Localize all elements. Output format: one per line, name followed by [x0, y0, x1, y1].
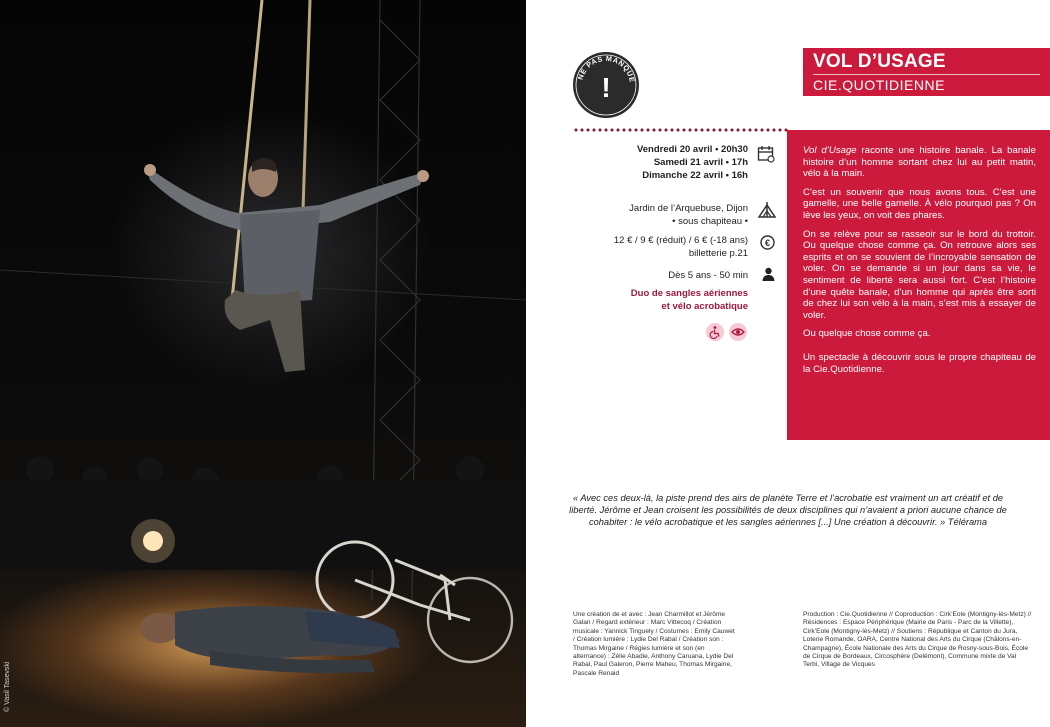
venue — [590, 202, 748, 228]
description-paragraph: Un spectacle à découvrir sous le propre chapiteau de la Cie.Quotidienne. — [803, 351, 1036, 375]
aerialist-figure — [144, 158, 429, 372]
dotted-divider — [573, 128, 789, 132]
show-description — [787, 130, 1050, 440]
show-genre — [590, 287, 748, 313]
svg-text:€: € — [764, 238, 771, 248]
genre-line: Duo de sangles aériennes — [630, 288, 748, 299]
photo-credit: © Vasil Tasevski — [4, 661, 11, 712]
genre-line: et vélo acrobatique — [661, 301, 748, 312]
must-see-badge — [572, 51, 640, 119]
price-line: 12 € / 9 € (réduit) / 6 € (-18 ans) — [613, 235, 748, 246]
performance-dates — [590, 143, 748, 182]
date-line: Samedi 21 avril • 17h — [653, 157, 748, 168]
date-line: Dimanche 22 avril • 16h — [642, 170, 748, 181]
description-paragraph: Vol d’Usage raconte une histoire banale. La banale histoire d’un homme sortant chez lui au petit matin, vélo à la main. — [803, 145, 1036, 180]
age-duration: Dès 5 ans - 50 min — [668, 270, 748, 281]
person-icon — [762, 267, 775, 281]
description-title: Vol d’Usage — [803, 145, 857, 156]
quote-text: « Avec ces deux-là, la piste prend des airs de planète Terre et l’acrobatie est vraiment un art créatif et de liberté. Jérôme et Jean croisent les possibilités de deux disciplines qui n’avaient a priori aucune chance de cohabiter : le vélo acrobatique et les sangles aériennes [...] Une création à découvrir. » — [569, 493, 1007, 527]
euro-icon — [760, 235, 775, 250]
eye-icon — [729, 323, 747, 341]
press-quote — [563, 492, 1013, 528]
date-line: Vendredi 20 avril • 20h30 — [636, 144, 748, 155]
description-paragraph: Ou quelque chose comme ça. — [803, 328, 931, 340]
description-paragraph: C’est un souvenir que nous avons tous. C’est une gamelle, une belle gamelle. À vélo pourquoi pas ? On lève les yeux, on voit des phares. — [803, 186, 1036, 221]
exclamation-icon: ! — [601, 72, 611, 103]
tent-icon — [758, 202, 776, 218]
show-title-block — [803, 48, 1050, 96]
audience-silhouettes — [0, 456, 526, 570]
calendar-icon — [757, 145, 775, 163]
description-paragraph: On se relève pour se rasseoir sur le bord du trottoir. Ou quelque chose comme ça. On retrouve alors ses esprits et on se souvient de l’incroyable sensation de voler. On se demande si un jour dans sa vie, le sentiment de liberté sera aussi fort. C’est l’histoire d’une quête banale, d’un homme qui après être sorti de chez lui son vélo à la main, s’est mis à essayer de voler. — [803, 228, 1036, 321]
production-credits: Production : Cie.Quotidienne // Coproduction : Cirk’Eole (Montigny-lès-Metz) // Résidences : Espace Périphérique (Mairie de Paris - Parc de la Villette), Cirk’Eole (Montigny-lès-Metz) // Soutiens : République et Canton du Jura, Loterie Romande, OARA, Centre National des Arts du Cirque (Châlons-en-Champagne), École Nationale des Arts du Cirque de Rosny-sous-Bois, École de Cirque de Bordeaux, Circosphère (Delémont), Commune mixte de Val Terbi, Village de Vicques — [803, 611, 1032, 669]
ticket-info: billetterie p.21 — [688, 248, 748, 259]
venue-name: Jardin de l’Arquebuse, Dijon — [629, 203, 748, 214]
artistic-credits: Une création de et avec : Jean Charmillot et Jérôme Galan / Regard extérieur : Marc Vittecoq / Création musicale : Yannick Tinguely / Costumes : Emily Cauwet / Création lumière : Lydie Del Rabal / Création son : Thomas Mirgaine / Régies lumière et son (en alternance) : Zélie Abadie, Anthony Caruana, Lydie Del Rabal, Paul Galeron, Pierre Maheu, Thomas Mirgaine, Pascale Renaid — [573, 611, 735, 677]
badge-text: NE PAS MANQUE — [575, 53, 637, 84]
venue-note: • sous chapiteau • — [672, 216, 748, 227]
pricing — [590, 234, 748, 260]
quote-source: Télérama — [947, 517, 988, 527]
show-title: VOL D’USAGE — [813, 51, 946, 72]
wheelchair-icon — [706, 323, 724, 341]
company-name: CIE.QUOTIDIENNE — [813, 74, 1040, 93]
